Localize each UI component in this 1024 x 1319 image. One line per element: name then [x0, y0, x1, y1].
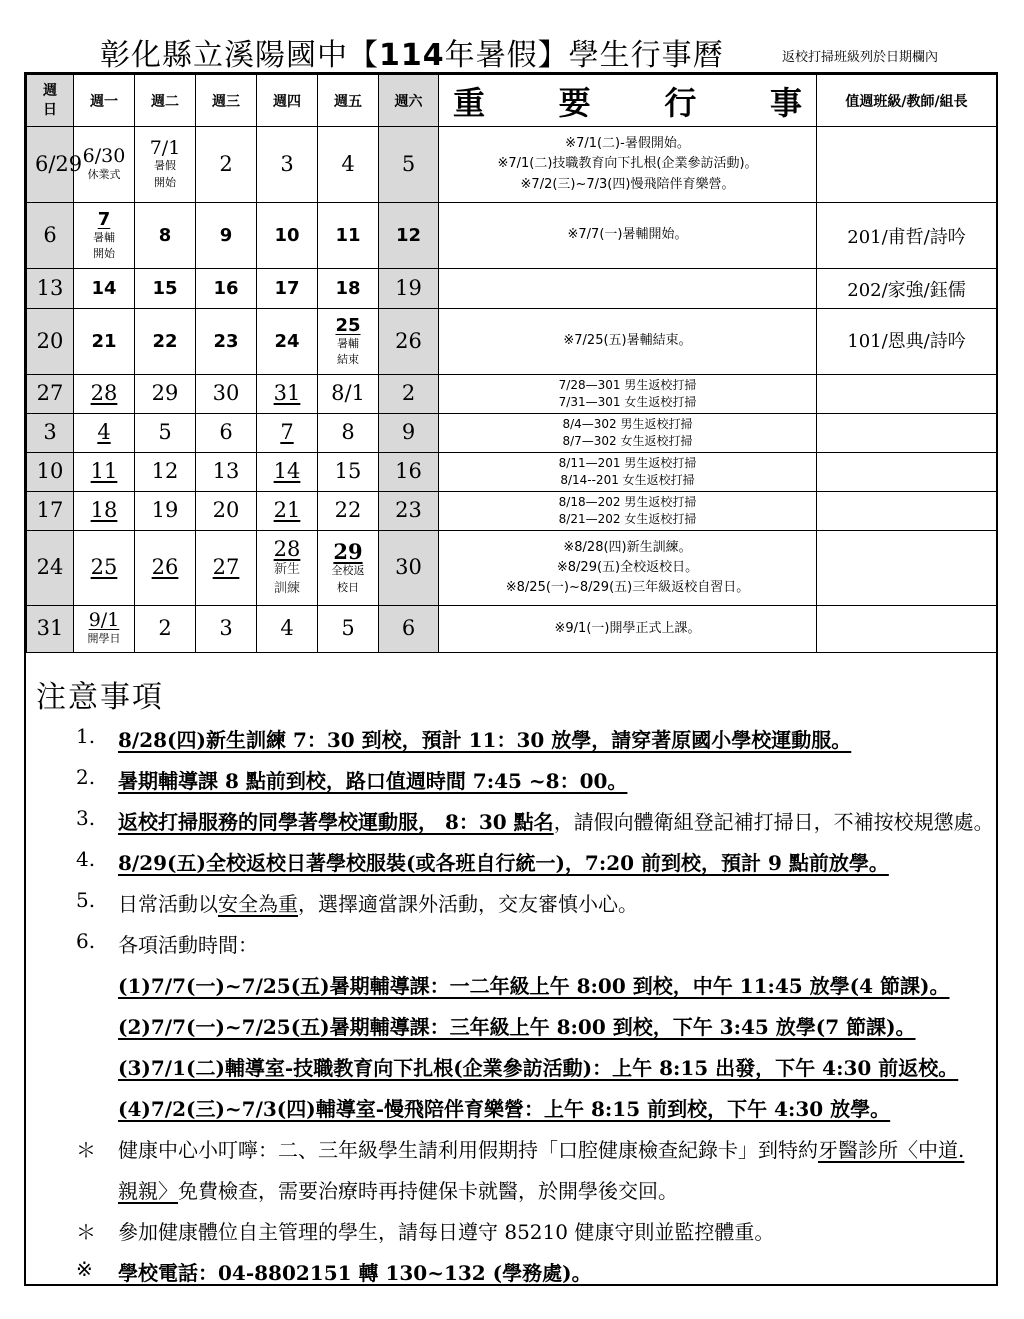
cell-tue: 19 — [135, 492, 196, 531]
week-row — [27, 269, 997, 309]
cell-thu: 28 新生 訓練 — [257, 531, 318, 606]
cell-duty: 201/甫哲/詩吟 — [817, 203, 997, 269]
event-line: 8/21—202 女生返校打掃 — [558, 512, 697, 526]
header-tue: 週二 — [135, 75, 196, 127]
header-duty: 值週班級/教師/組長 — [817, 75, 997, 127]
cell-thu: 31 — [257, 375, 318, 414]
header-row — [27, 75, 997, 127]
title-prefix: 彰化縣立溪陽國中【 — [100, 38, 379, 73]
cell-tue: 8 — [135, 203, 196, 269]
cell-events — [439, 492, 817, 531]
cell-mon: 18 — [74, 492, 135, 531]
cell-sat: 26 — [379, 309, 439, 375]
cell-sun: 3 — [27, 414, 74, 453]
cell-duty: 202/家強/鈺儒 — [817, 269, 997, 309]
cell-thu: 10 — [257, 203, 318, 269]
cell-duty — [817, 531, 997, 606]
title-year: 114 — [379, 38, 445, 73]
cell-mon: 7 暑輔 開始 — [74, 203, 135, 269]
cell-wed: 9 — [196, 203, 257, 269]
cell-wed: 27 — [196, 531, 257, 606]
cell-fri: 15 — [318, 453, 379, 492]
header-thu: 週四 — [257, 75, 318, 127]
cell-duty — [817, 492, 997, 531]
cell-fri: 18 — [318, 269, 379, 309]
event-line: 8/11—201 男生返校打掃 — [558, 456, 697, 471]
cell-sun: 24 — [27, 531, 74, 606]
cell-tue: 7/1 暑假 開始 — [135, 127, 196, 203]
cell-duty — [817, 414, 997, 453]
cell-events — [439, 269, 817, 309]
cell-wed: 16 — [196, 269, 257, 309]
cell-sat: 9 — [379, 414, 439, 453]
cell-tue: 2 — [135, 606, 196, 653]
cell-fri: 8 — [318, 414, 379, 453]
event-line: ※8/28(四)新生訓練。 — [563, 539, 692, 555]
cell-events — [439, 309, 817, 375]
header-events-char-4: 事 — [769, 83, 802, 122]
week-row — [27, 606, 997, 653]
cell-sat: 23 — [379, 492, 439, 531]
cell-thu: 21 — [257, 492, 318, 531]
cell-fri: 29 全校返 校日 — [318, 531, 379, 606]
event-line: 7/31—301 女生返校打掃 — [558, 395, 697, 409]
header-fri: 週五 — [318, 75, 379, 127]
cell-events — [439, 453, 817, 492]
cell-wed: 13 — [196, 453, 257, 492]
event-line: 8/7—302 女生返校打掃 — [562, 434, 693, 448]
cell-events — [439, 414, 817, 453]
header-events — [439, 75, 817, 127]
cell-sun: 31 — [27, 606, 74, 653]
week-row — [27, 492, 997, 531]
cell-mon: 28 — [74, 375, 135, 414]
cell-fri: 4 — [318, 127, 379, 203]
week-row — [27, 203, 997, 269]
title-note: 返校打掃班級列於日期欄內 — [782, 50, 939, 65]
cell-mon: 14 — [74, 269, 135, 309]
cell-events — [439, 531, 817, 606]
cell-sun: 20 — [27, 309, 74, 375]
week-row — [27, 309, 997, 375]
event-line: ※7/1(二)技職教育向下扎根(企業參訪活動)。 — [497, 156, 758, 172]
title-area — [0, 0, 1024, 72]
notes-title: 注意事項 — [36, 680, 164, 715]
cell-wed: 23 — [196, 309, 257, 375]
cell-sun: 6 — [27, 203, 74, 269]
cell-thu: 14 — [257, 453, 318, 492]
event-line: ※7/7(一)暑輔開始。 — [567, 227, 688, 243]
cell-wed: 3 — [196, 606, 257, 653]
cell-duty — [817, 127, 997, 203]
cell-sun: 17 — [27, 492, 74, 531]
header-sun: 週日 — [27, 75, 74, 127]
cell-tue: 26 — [135, 531, 196, 606]
cell-events — [439, 606, 817, 653]
cell-tue: 12 — [135, 453, 196, 492]
cell-thu: 7 — [257, 414, 318, 453]
cell-sun: 10 — [27, 453, 74, 492]
week-row — [27, 414, 997, 453]
cell-fri: 8/1 — [318, 375, 379, 414]
event-line: 8/18—202 男生返校打掃 — [558, 495, 697, 510]
cell-mon: 9/1 開學日 — [74, 606, 135, 653]
cell-thu: 24 — [257, 309, 318, 375]
header-events-char-1: 重 — [453, 83, 486, 122]
header-events-char-2: 要 — [558, 83, 591, 122]
cell-tue: 5 — [135, 414, 196, 453]
cell-sun: 6/29 — [27, 127, 74, 203]
cell-tue: 29 — [135, 375, 196, 414]
title-suffix: 年暑假】學生行事曆 — [444, 38, 724, 73]
event-line: ※8/29(五)全校返校日。 — [556, 559, 699, 575]
week-row — [27, 453, 997, 492]
cell-sat: 30 — [379, 531, 439, 606]
cell-events — [439, 203, 817, 269]
calendar-frame: 週日 週一 週二 週三 週四 週五 週六 重 要 行 事 值週班級/教師/組長 6/29 6/30 休業式 7/1 暑假 開始 2 3 4 5 ※7/1(二)-暑假開始。 ※7/1(二)技職教育向下扎根(企業參訪活動)。 ※7/2(三)~7/3(四)慢飛陪伴育樂營。 6 7 暑輔 開始 8 9 10 11 12 ※7/7(一)暑輔開始。 201/甫哲/詩吟 13 14 15 16 17 18 19 202/家強/鈺儒 20 21 22 23 24 25 暑輔 結束 26 ※7/25(五)暑輔結束。 101/恩典/詩吟 27 28 29 30 31 8/1 2 7/28—301 男生返校打掃 7/31—301 女生返校打掃 3 4 5 6 7 8 9 8/4—302 男生返校打掃 8/7—302 女生返校打掃 10 11 12 13 14 15 16 8/11—201 男生返校打掃 8/14--201 女生返校打掃 17 18 19 20 21 22 23 8/18—202 男生返校打掃 8/21—202 女生返校打掃 24 25 26 27 28 新生 訓練 29 全校返 校日 30 ※8/28(四)新生訓練。 ※8/29(五)全校返校日。 ※8/25(一)~8/29(五)三年級返校自習日。 31 9/1 開學日 2 3 4 5 6 ※9/1(一)開學正式上課。 注意事項 1. 8/28(四)新生訓練 7：30 到校，預計 11：30 放學，請穿著原國小學校運動服。 2. 暑期輔導課 8 點前到校，路口值週時間 7:45 ~8：00。 3. 返校打掃服務的同學著學校運動服， 8：30 點名，請假向體衛組登記補打掃日，不補按校規懲處。 4. 8/29(五)全校返校日著學校服裝(或各班自行統一)，7:20 前到校，預計 9 點前放學。 5. 日常活動以安全為重，選擇適當課外活動，交友審慎小心。 6. 各項活動時間： (1)7/7(一)~7/25(五)暑期輔導課：一二年級上午 8:00 到校，中午 11:45 放學(4 節課)。 (2)7/7(一)~7/25(五)暑期輔導課：三年級上午 8:00 到校，下午 3:45 放學(7 節課)。 (3)7/1(二)輔導室-技職教育向下扎根(企業參訪活動)：上午 8:15 出發，下午 4:30 前返校。 (4)7/2(三)~7/3(四)輔導室-慢飛陪伴育樂營：上午 8:15 前到校，下午 4:30 放學。 ＊ 健康中心小叮嚀：二、三年級學生請利用假期持「口腔健康檢查紀錄卡」到特約牙醫診所〈中道. 親親〉免費檢查，需要治療時再持健保卡就醫，於開學後交回。 ＊ 參加健康體位自主管理的學生，請每日遵守 85210 健康守則並監控體重。 ※ 學校電話：04-8802151 轉 130~132 (學務處)。 — [24, 72, 998, 1286]
header-events-char-3: 行 — [664, 83, 697, 122]
cell-mon: 11 — [74, 453, 135, 492]
cell-duty — [817, 453, 997, 492]
week-row — [27, 375, 997, 414]
cell-mon: 4 — [74, 414, 135, 453]
cell-mon: 25 — [74, 531, 135, 606]
page-title — [100, 30, 724, 74]
cell-thu: 17 — [257, 269, 318, 309]
cell-duty — [817, 375, 997, 414]
cell-sat: 5 — [379, 127, 439, 203]
cell-sat: 19 — [379, 269, 439, 309]
cell-mon: 21 — [74, 309, 135, 375]
cell-events — [439, 375, 817, 414]
event-line: ※7/1(二)-暑假開始。 — [565, 136, 690, 152]
cell-wed: 20 — [196, 492, 257, 531]
cell-fri: 5 — [318, 606, 379, 653]
cell-wed: 2 — [196, 127, 257, 203]
cell-fri: 22 — [318, 492, 379, 531]
header-sat: 週六 — [379, 75, 439, 127]
cell-events — [439, 127, 817, 203]
cell-sat: 2 — [379, 375, 439, 414]
cell-tue: 22 — [135, 309, 196, 375]
cell-fri: 25 暑輔 結束 — [318, 309, 379, 375]
cell-sun: 27 — [27, 375, 74, 414]
event-line: ※9/1(一)開學正式上課。 — [554, 620, 701, 636]
calendar-table — [26, 74, 997, 653]
cell-thu: 3 — [257, 127, 318, 203]
week-row — [27, 531, 997, 606]
event-line: ※7/25(五)暑輔結束。 — [563, 333, 692, 349]
event-line: ※8/25(一)~8/29(五)三年級返校自習日。 — [505, 580, 750, 596]
cell-sat: 12 — [379, 203, 439, 269]
week-row — [27, 127, 997, 203]
event-line: 8/4—302 男生返校打掃 — [562, 417, 693, 432]
cell-sun: 13 — [27, 269, 74, 309]
event-line: 7/28—301 男生返校打掃 — [558, 378, 697, 393]
cell-sat: 6 — [379, 606, 439, 653]
cell-wed: 6 — [196, 414, 257, 453]
cell-wed: 30 — [196, 375, 257, 414]
cell-duty: 101/恩典/詩吟 — [817, 309, 997, 375]
event-line: ※7/2(三)~7/3(四)慢飛陪伴育樂營。 — [520, 176, 735, 192]
event-line: 8/14--201 女生返校打掃 — [560, 473, 695, 487]
cell-fri: 11 — [318, 203, 379, 269]
cell-duty — [817, 606, 997, 653]
cell-thu: 4 — [257, 606, 318, 653]
header-wed: 週三 — [196, 75, 257, 127]
cell-mon: 6/30 休業式 — [74, 127, 135, 203]
cell-sat: 16 — [379, 453, 439, 492]
cell-tue: 15 — [135, 269, 196, 309]
header-mon: 週一 — [74, 75, 135, 127]
